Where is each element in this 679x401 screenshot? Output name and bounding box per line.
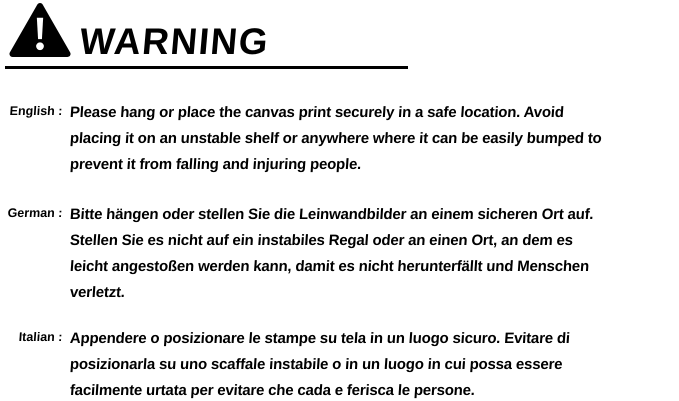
warning-text-line: verletzt. bbox=[69, 284, 126, 301]
title-underline bbox=[5, 66, 408, 69]
warning-text-line: prevent it from falling and injuring people. bbox=[69, 156, 362, 173]
warning-text-line: posizionarla su uno scaffale instabile o in un luogo in cui possa essere bbox=[69, 356, 563, 373]
warning-text-line: leicht angestoßen werden kann, damit es nicht herunterfällt und Menschen bbox=[69, 258, 590, 275]
warning-text-line: facilmente urtata per evitare che cada e ferisca le persone. bbox=[69, 382, 476, 399]
warning-triangle-icon bbox=[9, 2, 71, 59]
language-label-german: German : bbox=[7, 206, 63, 220]
warning-text-line: Stellen Sie es nicht auf ein instabiles Regal oder an einen Ort, an dem es bbox=[69, 232, 574, 249]
section-english bbox=[0, 100, 601, 178]
warning-text-line: Please hang or place the canvas print securely in a safe location. Avoid bbox=[69, 104, 565, 121]
language-label-italian: Italian : bbox=[18, 330, 63, 344]
page-title: WARNING bbox=[78, 21, 271, 62]
warning-text-line: Bitte hängen oder stellen Sie die Leinwandbilder an einem sicheren Ort auf. bbox=[69, 206, 595, 223]
language-label-english: English : bbox=[9, 104, 63, 118]
warning-text-english bbox=[69, 100, 601, 178]
warning-text-line: Appendere o posizionare le stampe su tela in un luogo sicuro. Evitare di bbox=[69, 330, 571, 347]
section-italian bbox=[0, 326, 569, 401]
warning-text-italian bbox=[69, 326, 569, 401]
section-german bbox=[0, 202, 595, 306]
warning-text-line: placing it on an unstable shelf or anywhere where it can be easily bumped to bbox=[69, 130, 603, 147]
warning-text-german bbox=[69, 202, 595, 306]
exclamation-dot bbox=[36, 42, 44, 50]
